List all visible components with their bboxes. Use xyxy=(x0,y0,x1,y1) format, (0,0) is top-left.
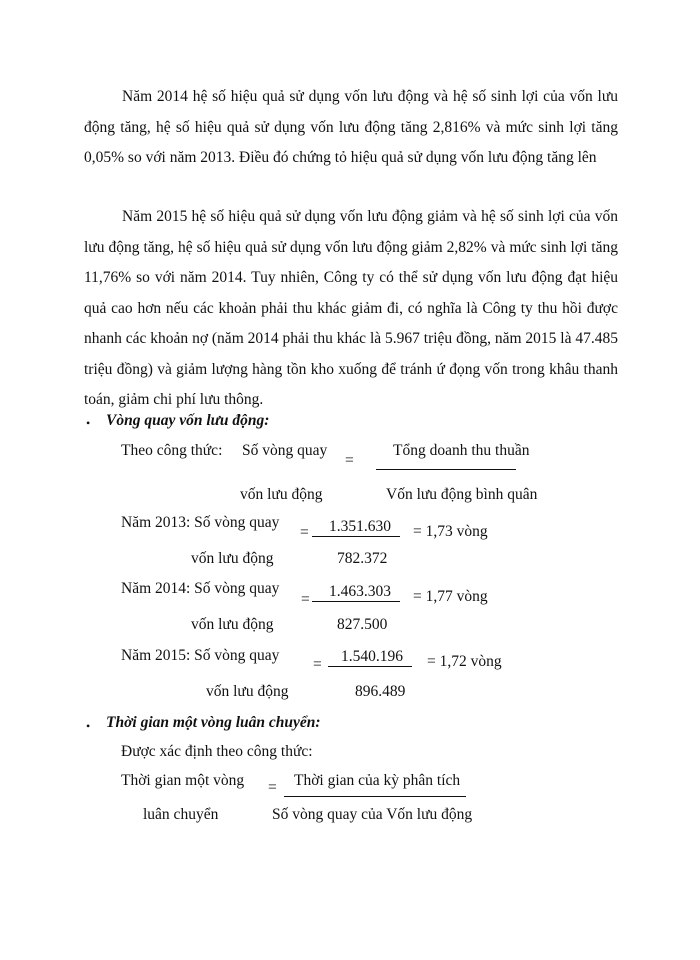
year-2014-equals: = xyxy=(301,591,310,608)
fraction-bar xyxy=(312,536,400,537)
year-2014-numerator: 1.463.303 xyxy=(329,583,391,600)
year-2014-label: Năm 2014: Số vòng quay xyxy=(121,580,280,597)
year-2015-label: Năm 2015: Số vòng quay xyxy=(121,647,280,664)
year-2013-denominator: 782.372 xyxy=(337,550,388,567)
formula2-lhs-top: Thời gian một vòng xyxy=(121,772,245,789)
formula-lhs-top: Số vòng quay xyxy=(242,442,328,459)
year-2014-sub: vốn lưu động xyxy=(191,616,274,633)
formula2-denominator: Số vòng quay của Vốn lưu động xyxy=(272,806,473,823)
formula2-equals: = xyxy=(268,779,277,796)
fraction-bar xyxy=(312,601,400,602)
year-2013-label: Năm 2013: Số vòng quay xyxy=(121,514,280,531)
formula-intro: Theo công thức: xyxy=(121,442,223,459)
paragraph-2014: Năm 2014 hệ số hiệu quả sử dụng vốn lưu động và hệ số sinh lợi của vốn lưu động tăng, hệ số hiệu quả sử dụng vốn lưu động tăng 2,816% và mức sinh lợi tăng 0,05% so với năm 2013. Điều đó chứng tỏ hiệu quả sử dụng vốn lưu động tăng lên xyxy=(84,88,618,166)
year-2015-sub: vốn lưu động xyxy=(206,683,289,700)
formula-equals: = xyxy=(345,452,354,469)
formula-lhs-bottom: vốn lưu động xyxy=(240,486,323,503)
formula-numerator: Tổng doanh thu thuần xyxy=(393,442,530,459)
year-2013-result: = 1,73 vòng xyxy=(413,523,488,540)
formula-denominator: Vốn lưu động bình quân xyxy=(386,486,538,503)
year-2015-denominator: 896.489 xyxy=(355,683,406,700)
year-2015-result: = 1,72 vòng xyxy=(427,653,502,670)
year-2014-result: = 1,77 vòng xyxy=(413,588,488,605)
section-heading-turnover: Vòng quay vốn lưu động: xyxy=(106,412,270,429)
year-2015-numerator: 1.540.196 xyxy=(341,648,403,665)
year-2013-numerator: 1.351.630 xyxy=(329,518,391,535)
fraction-bar xyxy=(328,666,412,667)
year-2013-equals: = xyxy=(300,524,309,541)
year-2013-sub: vốn lưu động xyxy=(191,550,274,567)
bullet-icon: • xyxy=(86,416,91,430)
formula2-numerator: Thời gian của kỳ phân tích xyxy=(294,772,461,789)
section-heading-cycle-time: Thời gian một vòng luân chuyển: xyxy=(106,714,321,731)
bullet-icon: • xyxy=(86,719,91,733)
fraction-bar xyxy=(284,796,466,797)
fraction-bar xyxy=(376,469,516,470)
year-2014-denominator: 827.500 xyxy=(337,616,388,633)
formula2-intro: Được xác định theo công thức: xyxy=(121,743,313,760)
paragraph-2015: Năm 2015 hệ số hiệu quả sử dụng vốn lưu động giảm và hệ số sinh lợi của vốn lưu động tăng, hệ số hiệu quả sử dụng vốn lưu động giảm 2,82% và mức sinh lợi tăng 11,76% so với năm 2014. Tuy nhiên, Công ty có thể sử dụng vốn lưu động đạt hiệu quả cao hơn nếu các khoản phải thu khác giảm đi, có nghĩa là Công ty thu hồi được nhanh các khoản nợ (năm 2014 phải thu khác là 5.967 triệu đồng, năm 2015 là 47.485 triệu đồng) và giảm lượng hàng tồn kho xuống để tránh ứ đọng vốn trong khâu thanh toán, giảm chi phí lưu thông. xyxy=(84,208,618,408)
formula2-lhs-bottom: luân chuyển xyxy=(143,806,219,823)
year-2015-equals: = xyxy=(313,656,322,673)
